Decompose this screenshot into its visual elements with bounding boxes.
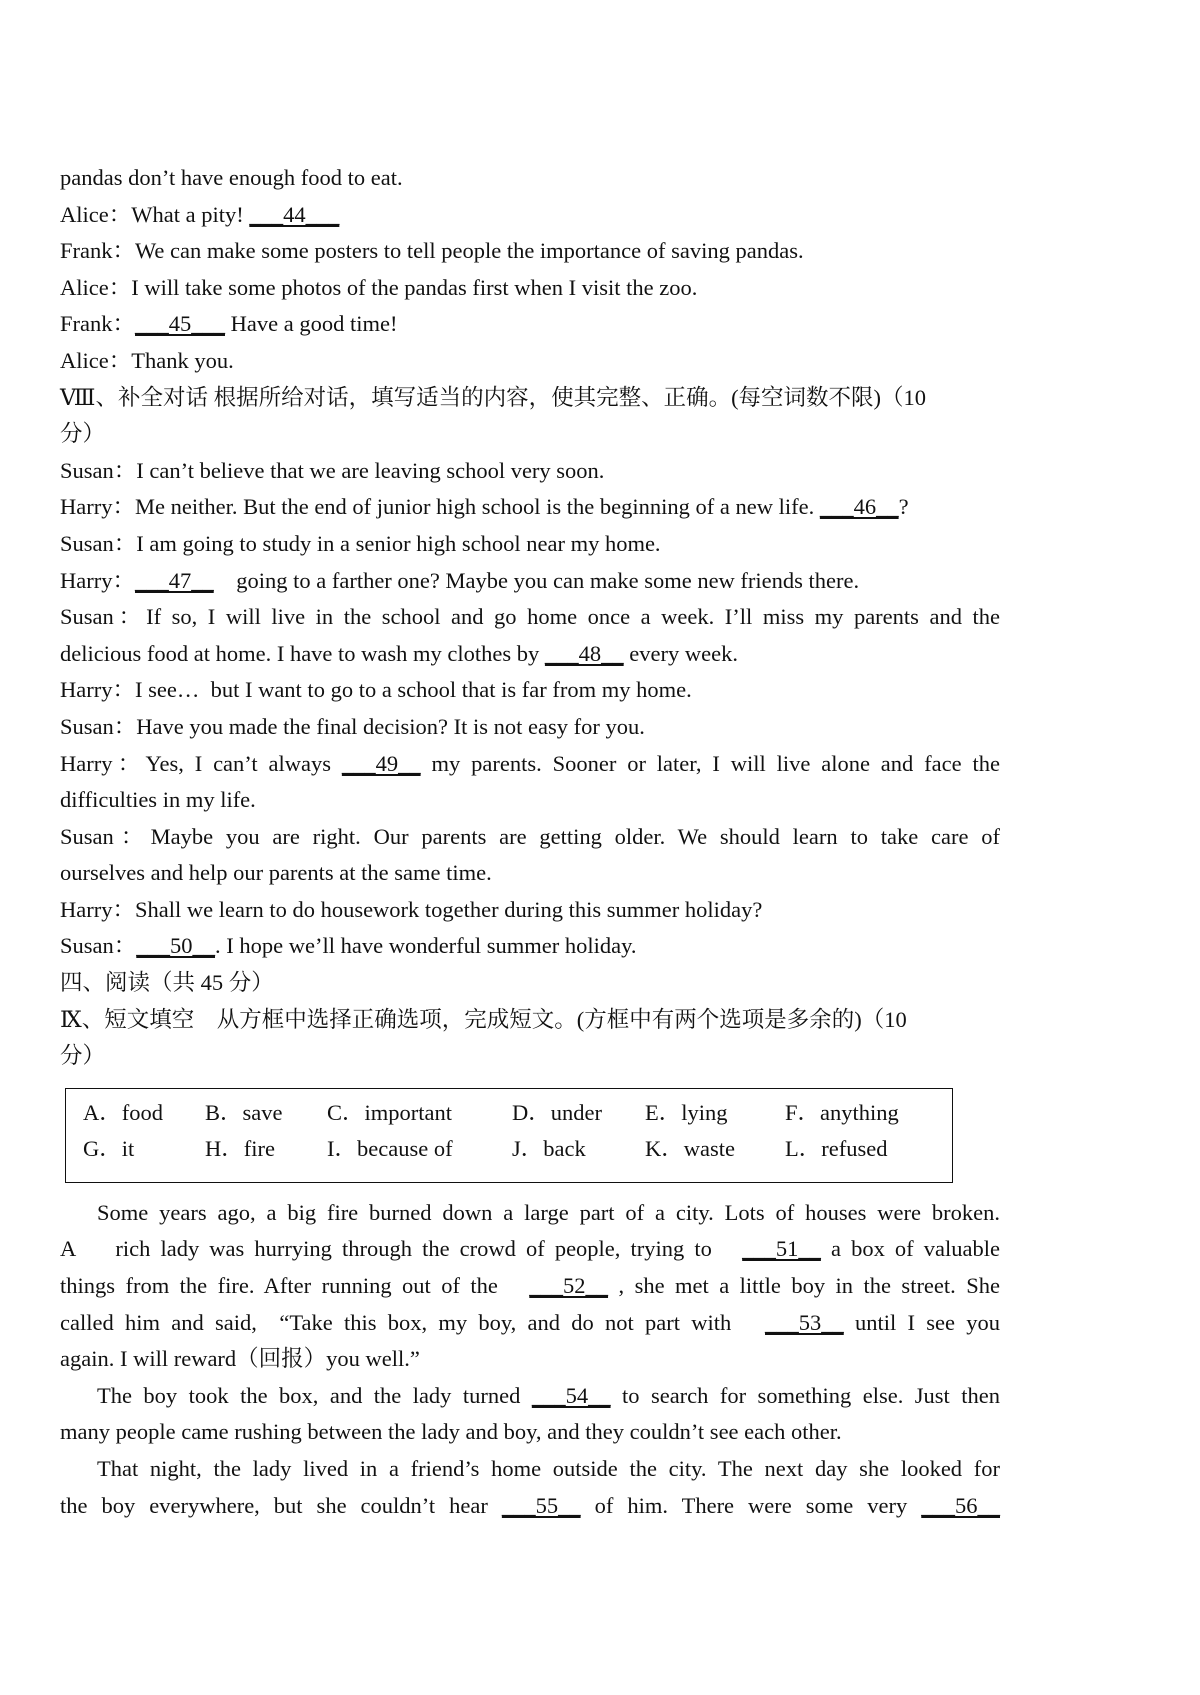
line-text: pandas don’t have enough food to eat. — [60, 165, 403, 190]
line-text: I will take some photos of the pandas first when I visit the zoo. — [131, 274, 698, 300]
dialog-line — [60, 489, 1000, 526]
dialog-line — [60, 599, 1000, 636]
blank-47: ___47__ — [134, 567, 214, 593]
option-e: E．lying — [645, 1099, 728, 1125]
dialog-line — [60, 563, 1000, 600]
line-text: again. I will reward（回报）you well.” — [60, 1346, 420, 1372]
line-text: Me neither. But the end of junior high school is the beginning of a new life. — [134, 494, 820, 520]
line-text: Thank you. — [131, 347, 234, 373]
speaker-label: Susan： — [60, 604, 147, 630]
section-8-heading — [60, 380, 1000, 417]
line-text: the boy everywhere, but she couldn’t hear — [60, 1492, 502, 1518]
line-text: Shall we learn to do housework together during this summer holiday? — [134, 896, 763, 922]
line-text: That night, the lady lived in a friend’s home outside the city. The next day she looked for — [97, 1456, 1000, 1481]
option-c: C．important — [327, 1099, 452, 1125]
blank-53: ___53__ — [765, 1309, 844, 1335]
options-row — [83, 1131, 952, 1167]
speaker-label: Susan： — [60, 823, 151, 849]
option-i: I．because of — [327, 1135, 453, 1161]
option-a: A．food — [83, 1099, 163, 1125]
line-text: , she met a little boy in the street. She — [608, 1273, 1000, 1299]
passage-line — [60, 1231, 1000, 1268]
line-text: Some years ago, a big fire burned down a large part of a city. Lots of houses were broken. — [97, 1199, 1000, 1225]
dialog-line — [60, 672, 1000, 709]
option-f: F．anything — [785, 1099, 899, 1125]
section-8-heading-cont — [60, 416, 1000, 453]
option-d: D．under — [512, 1099, 602, 1125]
heading-text: 分） — [60, 1043, 106, 1069]
line-text: If so, I will live in the school and go home once a week. I’ll miss my parents and the — [146, 604, 1000, 630]
dialog-line — [60, 343, 1000, 380]
speaker-label: Alice： — [60, 347, 132, 373]
blank-52: ___52__ — [529, 1273, 609, 1299]
blank-46: ___46__ — [819, 494, 899, 520]
line-text: delicious food at home. I have to wash my clothes by — [60, 640, 545, 666]
line-text: going to a farther one? Maybe you can make some new friends there. — [213, 567, 860, 593]
speaker-label: Harry： — [60, 567, 135, 593]
blank-49: ___49__ — [341, 750, 421, 776]
line-text: We can make some posters to tell people the importance of saving pandas. — [135, 238, 804, 264]
speaker-label: Frank： — [60, 238, 135, 264]
dialog-line — [60, 197, 1000, 234]
dialog-line — [60, 819, 1000, 856]
line-text: I see… but I want to go to a school that is far from my home. — [134, 677, 692, 703]
options-row — [83, 1095, 952, 1131]
blank-51: ___51__ — [742, 1236, 821, 1262]
option-j: J．back — [512, 1135, 586, 1161]
dialog-line — [60, 782, 1000, 819]
passage-line — [60, 1268, 1000, 1305]
option-l: L．refused — [785, 1135, 888, 1161]
passage-line — [60, 1195, 1000, 1232]
passage-line — [60, 1305, 1000, 1342]
line-text: Maybe you are right. Our parents are getting older. We should learn to take care of — [150, 823, 1000, 849]
speaker-label: Frank： — [60, 311, 135, 337]
heading-text: 分） — [60, 421, 106, 447]
text-line — [60, 160, 1000, 197]
line-text: difficulties in my life. — [60, 787, 256, 813]
passage-line — [60, 1414, 1000, 1451]
line-text: I can’t believe that we are leaving school very soon. — [136, 457, 605, 483]
speaker-label: Susan： — [60, 933, 137, 959]
line-text: many people came rushing between the lady and boy, and they couldn’t see each other. — [60, 1419, 842, 1445]
blank-56: ___56__ — [921, 1492, 1000, 1518]
dialog-line — [60, 709, 1000, 746]
line-text: called him and said, “Take this box, my boy, and do not part with — [60, 1309, 765, 1335]
dialog-line — [60, 636, 1000, 673]
speaker-label: Harry： — [60, 494, 135, 520]
exam-page — [60, 160, 1000, 1524]
heading-text: Ⅸ、短文填空 从方框中选择正确选项，完成短文。(方框中有两个选项是多余的)（10 — [60, 1006, 907, 1032]
line-text: until I see you — [843, 1309, 1000, 1335]
line-text: ourselves and help our parents at the same time. — [60, 860, 492, 886]
blank-50: ___50__ — [136, 933, 216, 959]
options-box — [65, 1088, 953, 1183]
blank-44: ___44___ — [249, 201, 340, 227]
passage-line — [60, 1488, 1000, 1525]
line-text: . I hope we’ll have wonderful summer holiday. — [215, 933, 637, 959]
part-4-heading — [60, 965, 1000, 1002]
dialog-line — [60, 270, 1000, 307]
speaker-label: Harry： — [60, 750, 146, 776]
line-text: I am going to study in a senior high school near my home. — [136, 530, 661, 556]
passage-line — [60, 1341, 1000, 1378]
dialog-line — [60, 526, 1000, 563]
speaker-label: Harry： — [60, 896, 135, 922]
passage-line — [60, 1451, 1000, 1488]
option-b: B．save — [205, 1099, 283, 1125]
heading-text: 四、阅读（共 45 分） — [60, 970, 274, 996]
passage-line — [60, 1378, 1000, 1415]
section-9-heading — [60, 1002, 1000, 1039]
speaker-label: Susan： — [60, 530, 137, 556]
speaker-label: Alice： — [60, 274, 132, 300]
speaker-label: Susan： — [60, 713, 137, 739]
option-h: H．fire — [205, 1135, 275, 1161]
line-text: of him. There were some very — [580, 1492, 922, 1518]
blank-48: ___48__ — [544, 640, 624, 666]
line-text: What a pity! — [131, 201, 250, 227]
line-text: Have you made the final decision? It is not easy for you. — [136, 713, 645, 739]
dialog-line — [60, 746, 1000, 783]
line-text: ? — [898, 494, 909, 520]
speaker-label: Harry： — [60, 677, 135, 703]
dialog-line — [60, 928, 1000, 965]
line-text: my parents. Sooner or later, I will live alone and face the — [420, 750, 1000, 776]
line-text: every week. — [623, 640, 738, 666]
line-text: A rich lady was hurrying through the crowd of people, trying to — [60, 1236, 743, 1262]
section-9-heading-cont — [60, 1038, 1000, 1075]
dialog-line — [60, 855, 1000, 892]
dialog-line — [60, 233, 1000, 270]
dialog-line — [60, 892, 1000, 929]
dialog-line — [60, 453, 1000, 490]
blank-55: ___55__ — [501, 1492, 581, 1518]
line-text: a box of valuable — [820, 1236, 1000, 1262]
line-text: things from the fire. After running out of the — [60, 1273, 530, 1299]
dialog-line — [60, 306, 1000, 343]
blank-54: ___54__ — [531, 1382, 611, 1408]
speaker-label: Susan： — [60, 457, 137, 483]
option-k: K．waste — [645, 1135, 735, 1161]
line-text: Yes, I can’t always — [145, 750, 342, 776]
line-text: to search for something else. Just then — [610, 1382, 1000, 1408]
speaker-label: Alice： — [60, 201, 132, 227]
option-g: G．it — [83, 1135, 135, 1161]
blank-45: ___45___ — [135, 311, 225, 337]
heading-text: Ⅷ、补全对话 根据所给对话，填写适当的内容，使其完整、正确。(每空词数不限)（10 — [60, 384, 927, 410]
line-text: Have a good time! — [225, 311, 398, 337]
line-text: The boy took the box, and the lady turned — [97, 1382, 532, 1408]
